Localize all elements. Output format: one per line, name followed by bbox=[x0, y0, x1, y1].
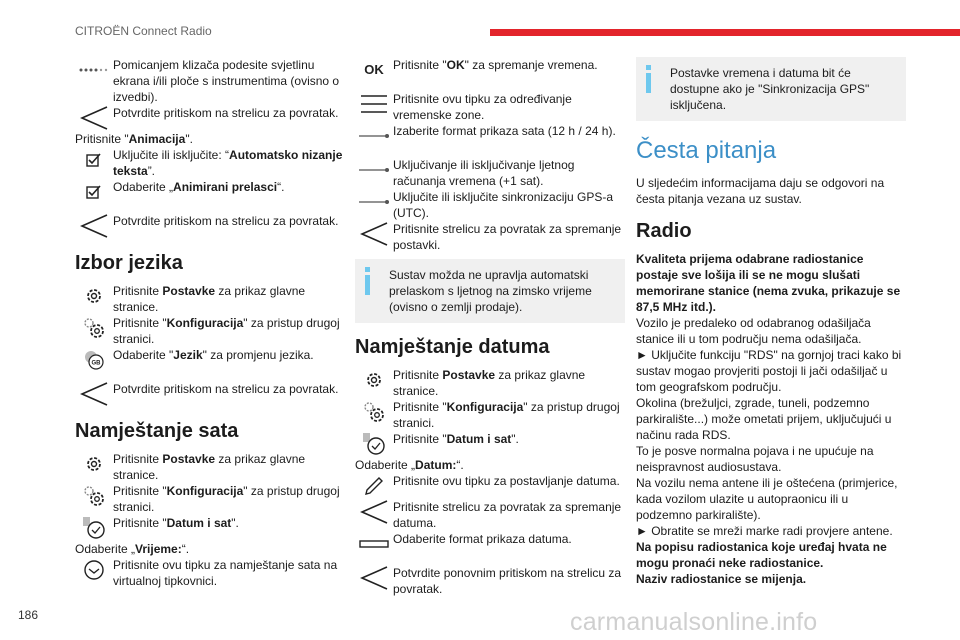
gear-icon bbox=[75, 451, 113, 477]
step-date-edit: Pritisnite ovu tipku za postavljanje datuma. bbox=[355, 473, 625, 499]
language-flag-icon bbox=[75, 347, 113, 373]
info-icon bbox=[365, 267, 370, 295]
info-note-gps: Postavke vremena i datuma bit će dostupne ako je "Sinkronizacija GPS" isključena. bbox=[636, 57, 906, 121]
answer-3: Okolina (brežuljci, zgrade, tuneli, podzemno parkiralište...) može ometati prijem, uključujući u načinu rada RDS. bbox=[636, 396, 892, 442]
answer-2: ► Uključite funkciju "RDS" na gornjoj traci kako bi sustav mogao provjeriti postoji li jači odašiljač u tom geografskom području. bbox=[636, 348, 902, 394]
header-accent-bar bbox=[490, 29, 960, 36]
step-back-3: Potvrdite pritiskom na strelicu za povratak. bbox=[75, 381, 345, 407]
para-datum: Odaberite „Datum:“. bbox=[355, 458, 464, 472]
info-note-dst: Sustav možda ne upravlja automatski prelaskom s ljetnog na zimsko vrijeme (ovisno o zemlji prodaje). bbox=[355, 259, 625, 323]
answer-1: Vozilo je predaleko od odabranog odašiljača stanice ili u tom području nema odašiljača. bbox=[636, 316, 871, 346]
step-date-confirm: Potvrdite ponovnim pritiskom na strelicu za povratak. bbox=[355, 565, 625, 597]
slider-icon bbox=[75, 57, 113, 83]
heading-language: Izbor jezika bbox=[75, 252, 183, 274]
question-1: Kvaliteta prijema odabrane radiostanice postaje sve lošija ili se ne mogu slušati memorirane stanice (nema zvuka, prikazuje se 87,5 MHz itd.). bbox=[636, 252, 901, 314]
svg-text:GB: GB bbox=[91, 360, 101, 367]
step-timezone: Pritisnite ovu tipku za određivanje vremenske zone. bbox=[355, 91, 625, 123]
step-time-keyboard: Pritisnite ovu tipku za namještanje sata na virtualnoj tipkovnici. bbox=[75, 557, 345, 589]
config-gears-icon bbox=[355, 399, 393, 425]
step-back-1: Potvrdite pritiskom na strelicu za povratak. bbox=[75, 105, 345, 131]
step-transitions: Odaberite „Animirani prelasci“. bbox=[75, 179, 345, 205]
checkbox-icon bbox=[75, 179, 113, 205]
question-3: Naziv radiostanice se mijenja. bbox=[636, 572, 807, 586]
clock-icon bbox=[355, 431, 393, 457]
clock-icon bbox=[75, 515, 113, 541]
heading-time: Namještanje sata bbox=[75, 420, 239, 442]
para-animacija: Pritisnite "Animacija". bbox=[75, 132, 193, 146]
answer-5: Na vozilu nema antene ili je oštećena (primjerice, kada vozilom ulazite u autopraonicu ili u podzemno parkiralište). bbox=[636, 476, 898, 522]
step-save: Pritisnite strelicu za povratak za spremanje postavki. bbox=[355, 221, 625, 253]
step-lang-select: GB Odaberite "Jezik" za promjenu jezika. bbox=[75, 347, 345, 373]
config-gears-icon bbox=[75, 483, 113, 509]
back-arrow-icon bbox=[75, 105, 113, 131]
heading-radio: Radio bbox=[636, 220, 692, 242]
back-arrow-icon bbox=[355, 221, 393, 247]
heading-faq: Česta pitanja bbox=[636, 137, 777, 164]
info-icon bbox=[646, 65, 651, 93]
back-arrow-icon bbox=[355, 565, 393, 591]
step-date-datetime: Pritisnite "Datum i sat". bbox=[355, 431, 625, 457]
answer-4: To je posve normalna pojava i ne upućuje na neispravnost audiosustava. bbox=[636, 444, 874, 474]
step-ok: OK Pritisnite "OK" za spremanje vremena. bbox=[355, 57, 625, 83]
step-date-settings: Pritisnite Postavke za prikaz glavne stranice. bbox=[355, 367, 625, 399]
step-back-2: Potvrdite pritiskom na strelicu za povratak. bbox=[75, 213, 345, 239]
back-arrow-icon bbox=[75, 381, 113, 407]
page-number: 186 bbox=[18, 608, 39, 622]
ok-icon: OK bbox=[364, 62, 384, 77]
column-3 bbox=[636, 57, 906, 587]
step-lang-settings: Pritisnite Postavke za prikaz glavne stranice. bbox=[75, 283, 345, 315]
column-1 bbox=[75, 57, 345, 589]
step-time-datetime: Pritisnite "Datum i sat". bbox=[75, 515, 345, 541]
toggle-off-icon bbox=[355, 123, 393, 149]
back-arrow-icon bbox=[355, 499, 393, 525]
gear-icon bbox=[75, 283, 113, 309]
toggle-off-icon bbox=[355, 189, 393, 215]
running-header: CITROËN Connect Radio bbox=[75, 24, 212, 38]
step-dst: Uključivanje ili isključivanje ljetnog računanja vremena (+1 sat). bbox=[355, 157, 625, 189]
step-autoscroll: Uključite ili isključite: “Automatsko nizanje teksta”. bbox=[75, 147, 345, 179]
checkbox-icon bbox=[75, 147, 113, 173]
step-date-config: Pritisnite "Konfiguracija" za pristup drugoj stranici. bbox=[355, 399, 625, 431]
menu-lines-icon bbox=[355, 91, 393, 117]
faq-intro: U sljedećim informacijama daju se odgovori na česta pitanja vezana uz sustav. bbox=[636, 176, 885, 206]
step-date-format: Odaberite format prikaza datuma. bbox=[355, 531, 625, 557]
answer-6: ► Obratite se mreži marke radi provjere antene. bbox=[636, 524, 893, 538]
step-format: Izaberite format prikaza sata (12 h / 24 h). bbox=[355, 123, 625, 149]
step-lang-config: Pritisnite "Konfiguracija" za pristup drugoj stranici. bbox=[75, 315, 345, 347]
pencil-icon bbox=[355, 473, 393, 499]
step-brightness: Pomicanjem klizača podesite svjetlinu ekrana i/ili ploče s instrumentima (ovisno o izvedbi). bbox=[75, 57, 345, 105]
step-time-config: Pritisnite "Konfiguracija" za pristup drugoj stranici. bbox=[75, 483, 345, 515]
gear-icon bbox=[355, 367, 393, 393]
toggle-off-icon bbox=[355, 157, 393, 183]
column-2 bbox=[355, 57, 625, 597]
step-gps: Uključite ili isključite sinkronizaciju GPS-a (UTC). bbox=[355, 189, 625, 221]
question-2: Na popisu radiostanica koje uređaj hvata ne mogu pronaći neke radiostanice. bbox=[636, 540, 887, 570]
time-select-icon bbox=[75, 557, 113, 583]
step-date-back: Pritisnite strelicu za povratak za spremanje datuma. bbox=[355, 499, 625, 531]
heading-date: Namještanje datuma bbox=[355, 336, 550, 358]
para-vrijeme: Odaberite „Vrijeme:“. bbox=[75, 542, 190, 556]
config-gears-icon bbox=[75, 315, 113, 341]
format-bar-icon bbox=[355, 531, 393, 557]
step-time-settings: Pritisnite Postavke za prikaz glavne stranice. bbox=[75, 451, 345, 483]
watermark: carmanualsonline.info bbox=[570, 608, 818, 636]
back-arrow-icon bbox=[75, 213, 113, 239]
